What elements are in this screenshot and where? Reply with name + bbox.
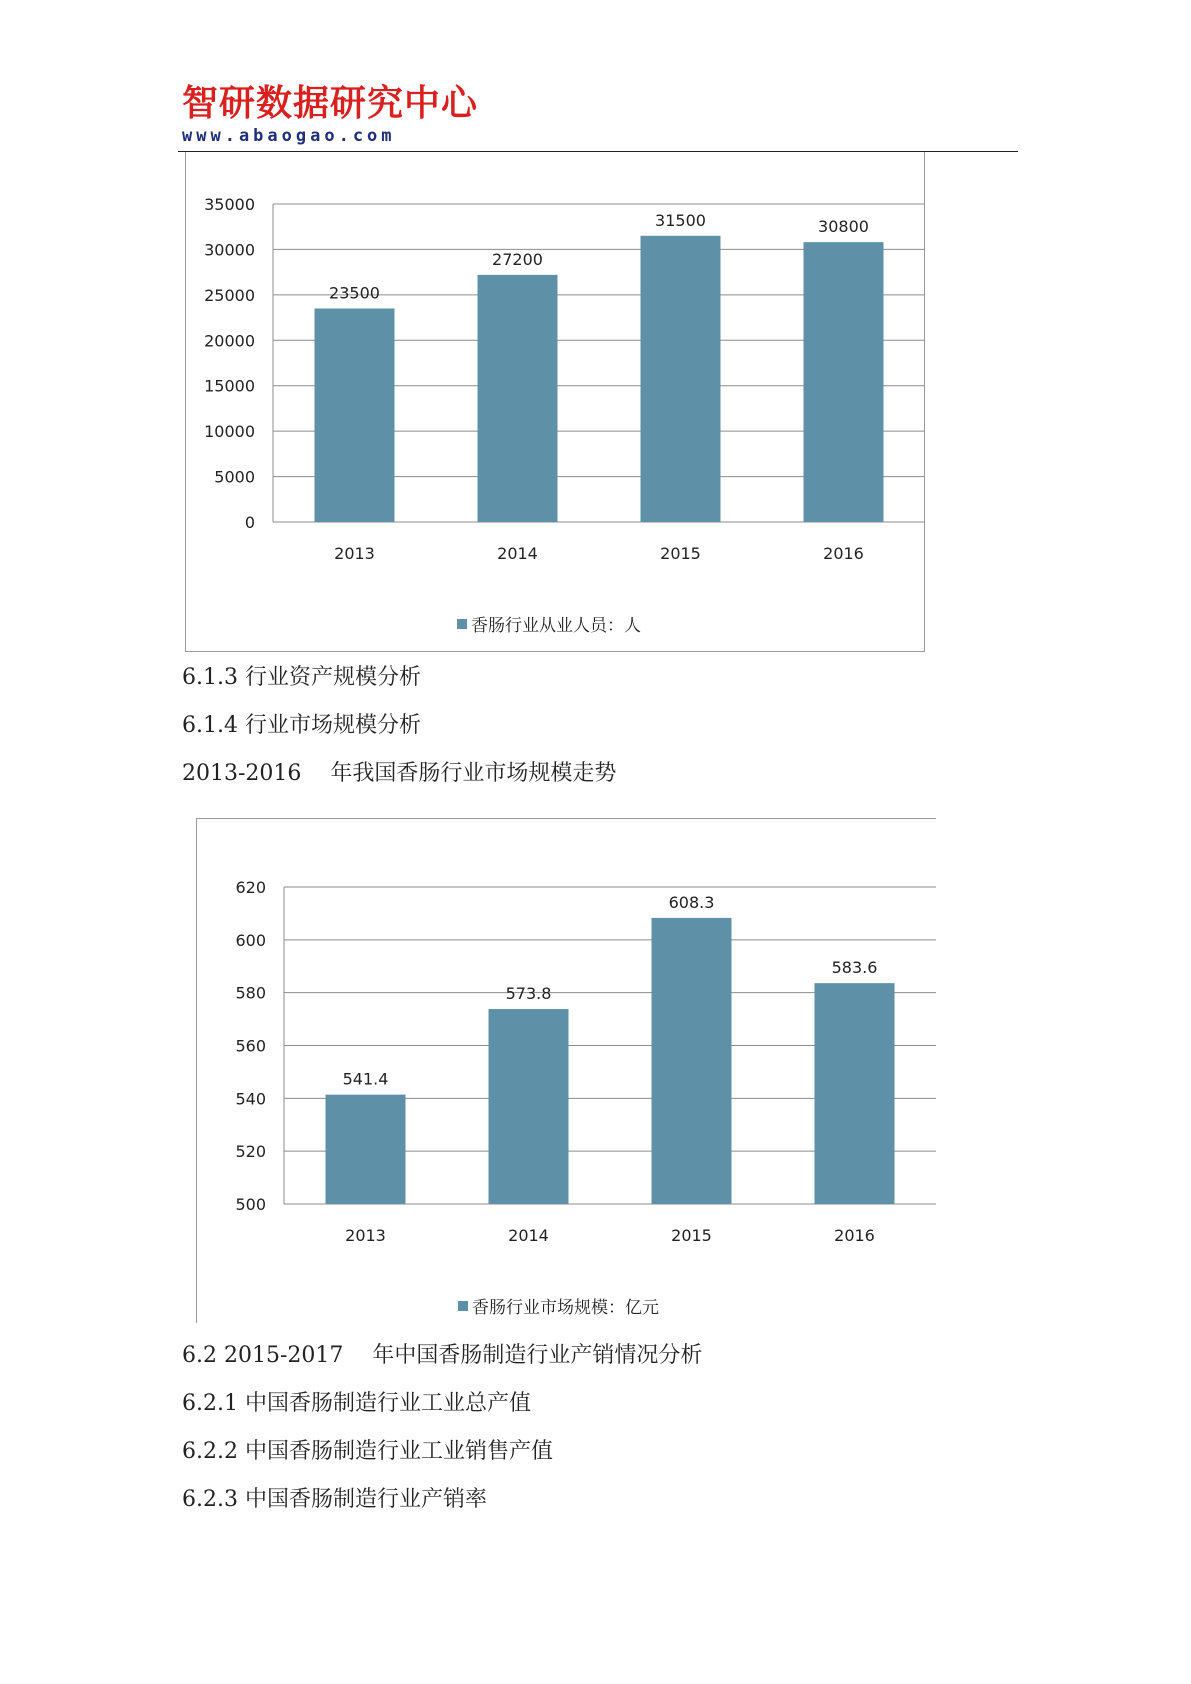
y-tick-label: 30000 [204, 240, 255, 260]
y-tick-label: 560 [235, 1036, 266, 1056]
section-heading-6-2: 6.2 2015-2017 年中国香肠制造行业产销情况分析 [182, 1343, 703, 1368]
bar [804, 242, 884, 522]
x-tick-label: 2014 [497, 544, 538, 563]
y-tick-label: 500 [235, 1195, 266, 1214]
data-label: 583.6 [831, 958, 878, 978]
legend-swatch [458, 1301, 468, 1311]
bar [815, 983, 895, 1204]
market-size-chart-frame [196, 818, 936, 1323]
y-tick-label: 35000 [204, 195, 255, 214]
x-tick-label: 2015 [671, 1226, 712, 1245]
x-tick-label: 2016 [823, 544, 864, 563]
logo [182, 84, 478, 146]
chart-caption: 2013-2016 年我国香肠行业市场规模走势 [182, 761, 617, 786]
y-tick-label: 600 [235, 930, 266, 950]
data-label: 573.8 [505, 984, 552, 1004]
y-tick-label: 15000 [204, 376, 255, 396]
market-size-chart [197, 819, 937, 1324]
y-tick-label: 20000 [204, 331, 255, 351]
y-tick-label: 5000 [214, 467, 255, 487]
x-tick-label: 2016 [834, 1226, 875, 1245]
y-tick-label: 580 [235, 983, 266, 1003]
x-tick-label: 2015 [660, 544, 701, 563]
y-tick-label: 25000 [204, 285, 255, 305]
x-tick-label: 2013 [334, 544, 375, 563]
section-heading-6-1-4: 6.1.4 行业市场规模分析 [182, 713, 421, 738]
section-heading-6-2-1: 6.2.1 中国香肠制造行业工业总产值 [182, 1391, 531, 1416]
logo-title: 智研数据研究中心 [182, 83, 479, 124]
employees-chart [186, 152, 926, 652]
bar [489, 1009, 569, 1204]
bar [315, 308, 395, 522]
legend-swatch [457, 619, 467, 629]
section-heading-6-1-3: 6.1.3 行业资产规模分析 [182, 665, 421, 690]
employees-chart-frame [185, 152, 925, 652]
data-label: 30800 [818, 217, 869, 237]
data-label: 23500 [329, 283, 380, 303]
y-tick-label: 0 [244, 513, 255, 532]
data-label: 31500 [655, 210, 706, 230]
bar [326, 1095, 406, 1204]
y-tick-label: 10000 [204, 422, 255, 442]
bar [652, 918, 732, 1204]
y-tick-label: 540 [235, 1089, 266, 1109]
bar [478, 275, 558, 522]
section-heading-6-2-2: 6.2.2 中国香肠制造行业工业销售产值 [182, 1439, 553, 1464]
bar [641, 236, 721, 522]
legend-label: 香肠行业从业人员：人 [471, 616, 641, 636]
x-tick-label: 2013 [345, 1226, 386, 1245]
y-tick-label: 520 [235, 1142, 266, 1162]
legend-label: 香肠行业市场规模：亿元 [472, 1298, 659, 1318]
x-tick-label: 2014 [508, 1226, 549, 1245]
data-label: 608.3 [668, 892, 715, 912]
data-label: 541.4 [342, 1069, 389, 1089]
data-label: 27200 [492, 249, 543, 269]
section-heading-6-2-3: 6.2.3 中国香肠制造行业产销率 [182, 1487, 487, 1512]
logo-url: www.abaogao.com [182, 126, 396, 146]
y-tick-label: 620 [235, 878, 266, 897]
